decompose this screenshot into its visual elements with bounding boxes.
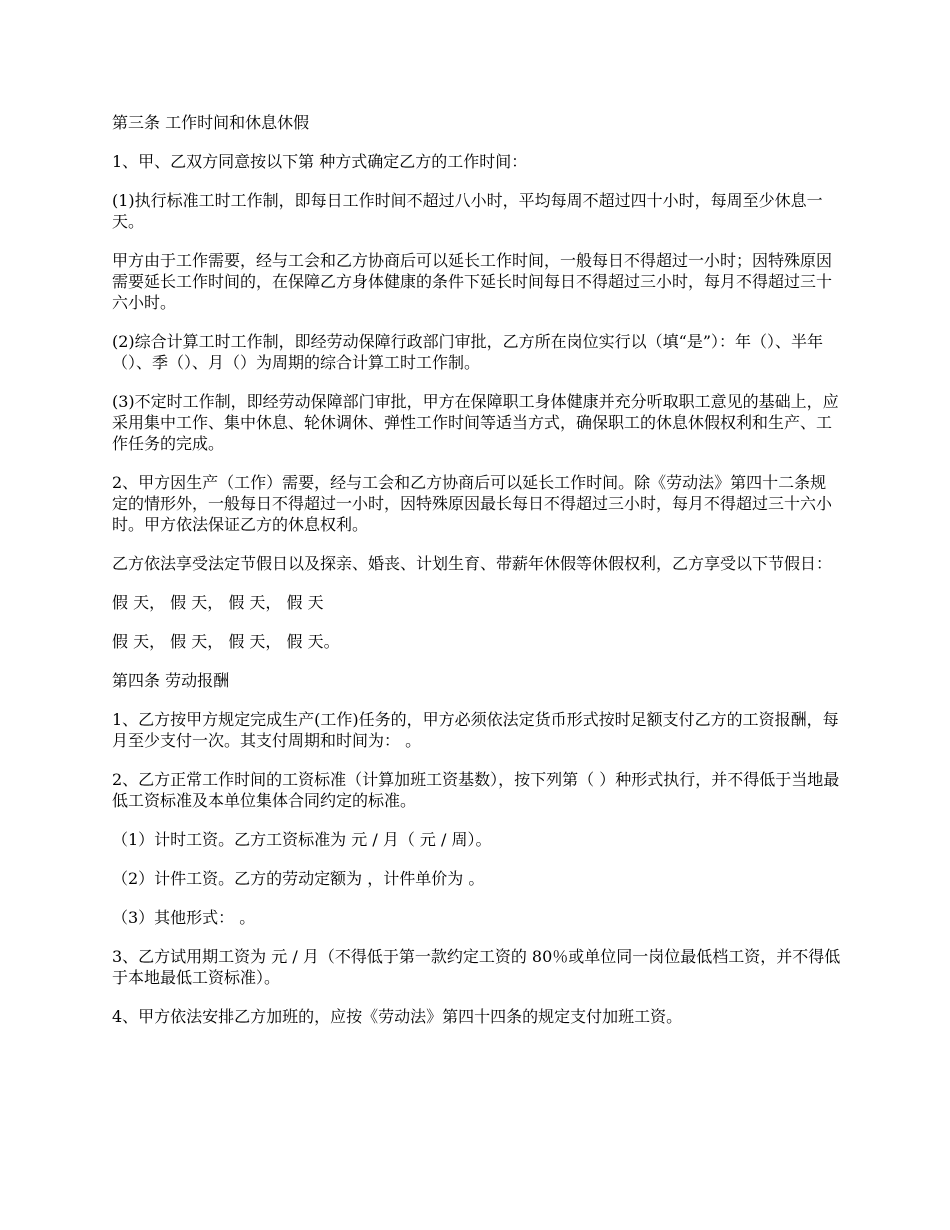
section-heading-article-4: 第四条 劳动报酬 <box>112 671 230 690</box>
paragraph: 1、乙方按甲方规定完成生产(工作)任务的，甲方必须依法定货币形式按时足额支付乙方的工资报酬，每月至少支付一次。其支付周期和时间为： 。 <box>112 710 839 750</box>
paragraph: 4、甲方依法安排乙方加班的，应按《劳动法》第四十四条的规定支付加班工资。 <box>112 1007 683 1026</box>
holiday-line: 假 天， 假 天， 假 天， 假 天。 <box>112 632 340 651</box>
paragraph: 3、乙方试用期工资为 元 / 月（不得低于第一款约定工资的 80％或单位同一岗位最低档工资，并不得低于本地最低工资标准）。 <box>112 947 841 987</box>
paragraph: 乙方依法享受法定节假日以及探亲、婚丧、计划生育、带薪年休假等休假权利，乙方享受以下节假日： <box>112 554 833 573</box>
paragraph: 2、乙方正常工作时间的工资标准（计算加班工资基数），按下列第（ ）种形式执行，并不得低于当地最低工资标准及本单位集体合同约定的标准。 <box>112 770 840 810</box>
paragraph: 甲方由于工作需要，经与工会和乙方协商后可以延长工作时间，一般每日不得超过一小时；因特殊原因需要延长工作时间的，在保障乙方身体健康的条件下延长时间每日不得超过三小时，每月不得超过三十六小时。 <box>112 251 833 312</box>
paragraph: 2、甲方因生产（工作）需要，经与工会和乙方协商后可以延长工作时间。除《劳动法》第四十二条规定的情形外，一般每日不得超过一小时，因特殊原因最长每日不得超过三小时，每月不得超过三十六小时。甲方依法保证乙方的休息权利。 <box>112 473 833 534</box>
holiday-line: 假 天， 假 天， 假 天， 假 天 <box>112 593 324 612</box>
section-heading-article-3: 第三条 工作时间和休息休假 <box>112 113 310 132</box>
paragraph: (3)不定时工作制，即经劳动保障部门审批，甲方在保障职工身体健康并充分听取职工意见的基础上，应采用集中工作、集中休息、轮休调休、弹性工作时间等适当方式，确保职工的休息休假权利和生产、工作任务的完成。 <box>112 392 839 453</box>
paragraph: （2）计件工资。乙方的劳动定额为 ，计件单价为 。 <box>112 869 485 888</box>
paragraph: （3）其他形式： 。 <box>112 908 256 927</box>
paragraph: (2)综合计算工时工作制，即经劳动保障行政部门审批，乙方所在岗位实行以（填“是”）：年（）、半年（）、季（）、月（）为周期的综合计算工时工作制。 <box>112 332 824 372</box>
paragraph: （1）计时工资。乙方工资标准为 元 / 月（ 元 / 周）。 <box>112 830 492 849</box>
paragraph: (1)执行标准工时工作制，即每日工作时间不超过八小时，平均每周不超过四十小时，每周至少休息一天。 <box>112 191 823 231</box>
paragraph: 1、甲、乙双方同意按以下第 种方式确定乙方的工作时间： <box>112 152 528 171</box>
document-page <box>112 112 842 1045</box>
